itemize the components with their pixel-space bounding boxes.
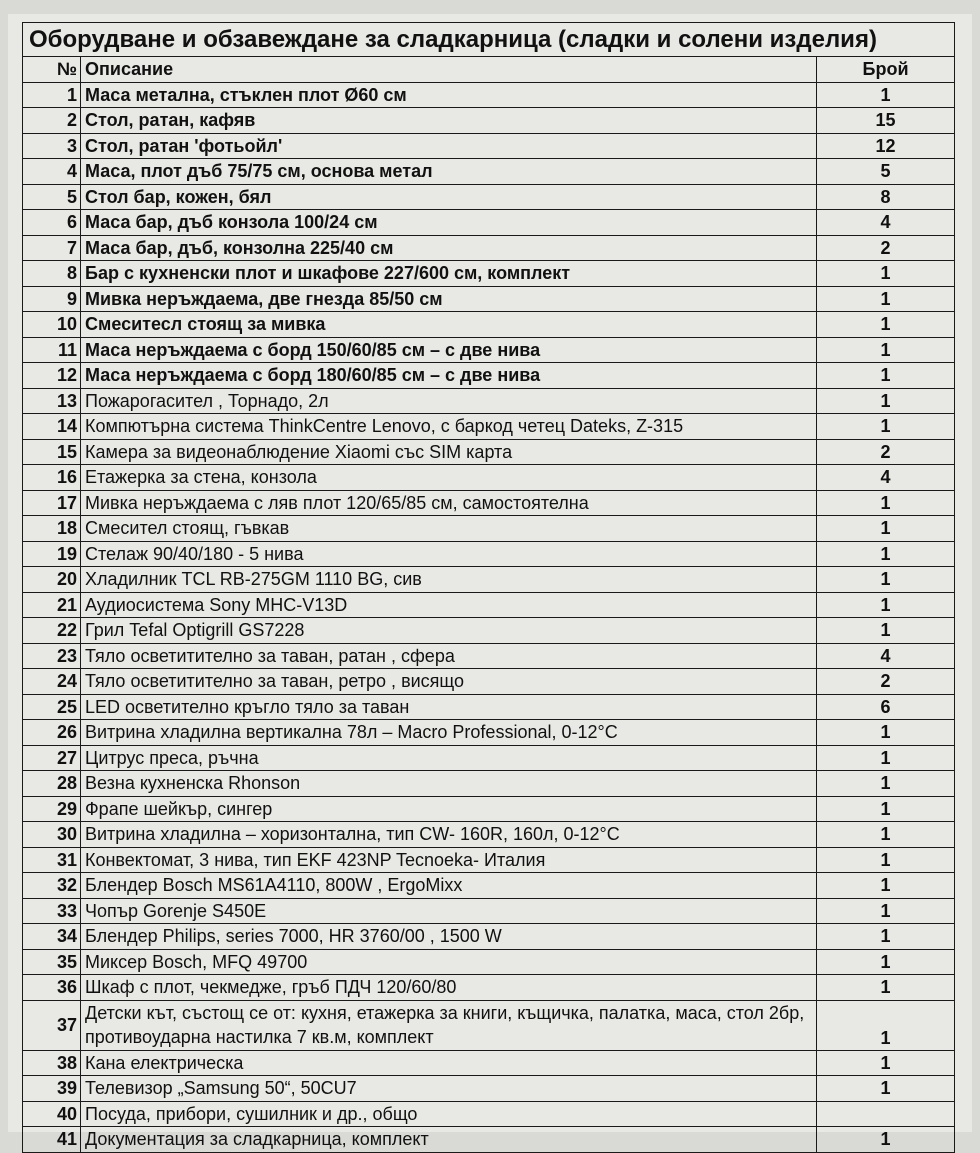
row-quantity: 8 — [817, 184, 955, 210]
header-num: № — [23, 57, 81, 83]
table-row — [23, 1076, 955, 1102]
table-row — [23, 261, 955, 287]
row-number: 33 — [23, 898, 81, 924]
row-number: 1 — [23, 82, 81, 108]
row-number: 31 — [23, 847, 81, 873]
row-number: 13 — [23, 388, 81, 414]
table-row — [23, 108, 955, 134]
row-quantity — [817, 1101, 955, 1127]
row-quantity: 6 — [817, 694, 955, 720]
row-quantity: 1 — [817, 516, 955, 542]
table-row — [23, 643, 955, 669]
row-quantity: 1 — [817, 873, 955, 899]
row-description: Тяло осветитително за таван, ретро , висящо — [81, 669, 817, 695]
row-number: 19 — [23, 541, 81, 567]
row-description: Грил Tefal Optigrill GS7228 — [81, 618, 817, 644]
row-description: Витрина хладилна – хоризонтална, тип CW- 160R, 160л, 0-12°C — [81, 822, 817, 848]
row-description: Етажерка за стена, конзола — [81, 465, 817, 491]
row-description: Маса неръждаема с борд 180/60/85 см – с две нива — [81, 363, 817, 389]
table-row — [23, 720, 955, 746]
row-quantity: 1 — [817, 898, 955, 924]
row-description: Везна кухненска Rhonson — [81, 771, 817, 797]
row-quantity: 1 — [817, 82, 955, 108]
row-quantity: 1 — [817, 720, 955, 746]
row-description: Пожарогасител , Торнадо, 2л — [81, 388, 817, 414]
table-row — [23, 286, 955, 312]
table-row — [23, 1101, 955, 1127]
table-title: Оборудване и обзавеждане за сладкарница (сладки и солени изделия) — [23, 23, 955, 57]
row-number: 18 — [23, 516, 81, 542]
row-quantity: 5 — [817, 159, 955, 185]
row-quantity: 1 — [817, 796, 955, 822]
equipment-table — [22, 22, 955, 1153]
row-description: Хладилник TCL RB-275GM 1110 BG, сив — [81, 567, 817, 593]
table-row — [23, 184, 955, 210]
row-description: Стол, ратан, кафяв — [81, 108, 817, 134]
row-description: Миксер Bosch, MFQ 49700 — [81, 949, 817, 975]
row-quantity: 1 — [817, 847, 955, 873]
table-row — [23, 1000, 955, 1050]
row-description: Маса бар, дъб, конзолна 225/40 см — [81, 235, 817, 261]
table-row — [23, 516, 955, 542]
table-row — [23, 414, 955, 440]
row-description: Кана електрическа — [81, 1050, 817, 1076]
row-description: Блендер Bosch MS61A4110, 800W , ErgoMixx — [81, 873, 817, 899]
row-description: Маса неръждаема с борд 150/60/85 см – с две нива — [81, 337, 817, 363]
row-number: 8 — [23, 261, 81, 287]
row-number: 38 — [23, 1050, 81, 1076]
row-description: Телевизор „Samsung 50“, 50CU7 — [81, 1076, 817, 1102]
row-quantity: 1 — [817, 618, 955, 644]
row-number: 41 — [23, 1127, 81, 1153]
table-row — [23, 312, 955, 338]
row-number: 3 — [23, 133, 81, 159]
row-description: Конвектомат, 3 нива, тип EKF 423NP Tecnoeka- Италия — [81, 847, 817, 873]
row-quantity: 1 — [817, 822, 955, 848]
row-number: 9 — [23, 286, 81, 312]
row-number: 17 — [23, 490, 81, 516]
row-number: 24 — [23, 669, 81, 695]
row-quantity: 1 — [817, 745, 955, 771]
row-description: Фрапе шейкър, сингер — [81, 796, 817, 822]
header-row — [23, 57, 955, 83]
row-description: Бар с кухненски плот и шкафове 227/600 см, комплект — [81, 261, 817, 287]
row-number: 30 — [23, 822, 81, 848]
row-description: Детски кът, състощ се от: кухня, етажерка за книги, къщичка, палатка, маса, стол 2бр, противоударна настилка 7 кв.м, комплект — [81, 1000, 817, 1050]
row-quantity: 1 — [817, 286, 955, 312]
row-description: Мивка неръждаема с ляв плот 120/65/85 см, самостоятелна — [81, 490, 817, 516]
table-row — [23, 745, 955, 771]
row-description: Витрина хладилна вертикална 78л – Macro Professional, 0-12°C — [81, 720, 817, 746]
table-row — [23, 541, 955, 567]
row-description: Компютърна система ThinkCentre Lenovo, с баркод четец Dateks, Z-315 — [81, 414, 817, 440]
title-row — [23, 23, 955, 57]
row-description: Маса, плот дъб 75/75 см, основа метал — [81, 159, 817, 185]
row-quantity: 4 — [817, 210, 955, 236]
row-description: Стелаж 90/40/180 - 5 нива — [81, 541, 817, 567]
row-number: 10 — [23, 312, 81, 338]
row-quantity: 1 — [817, 414, 955, 440]
header-description: Описание — [81, 57, 817, 83]
table-row — [23, 82, 955, 108]
row-number: 22 — [23, 618, 81, 644]
row-number: 16 — [23, 465, 81, 491]
row-number: 28 — [23, 771, 81, 797]
row-description: Стол, ратан 'фотьойл' — [81, 133, 817, 159]
row-number: 40 — [23, 1101, 81, 1127]
row-quantity: 1 — [817, 312, 955, 338]
table-row — [23, 490, 955, 516]
row-description: Шкаф с плот, чекмедже, гръб ПДЧ 120/60/80 — [81, 975, 817, 1001]
row-description: Стол бар, кожен, бял — [81, 184, 817, 210]
row-quantity: 1 — [817, 592, 955, 618]
row-number: 26 — [23, 720, 81, 746]
row-quantity: 12 — [817, 133, 955, 159]
row-quantity: 1 — [817, 388, 955, 414]
row-description: Смесител стоящ, гъвкав — [81, 516, 817, 542]
row-number: 20 — [23, 567, 81, 593]
table-row — [23, 1127, 955, 1153]
row-quantity: 2 — [817, 669, 955, 695]
table-row — [23, 567, 955, 593]
row-quantity: 1 — [817, 1050, 955, 1076]
row-quantity: 4 — [817, 643, 955, 669]
table-row — [23, 694, 955, 720]
table-row — [23, 771, 955, 797]
row-number: 14 — [23, 414, 81, 440]
row-description: Блендер Philips, series 7000, HR 3760/00 , 1500 W — [81, 924, 817, 950]
row-description: Смеситесл стоящ за мивка — [81, 312, 817, 338]
row-quantity: 1 — [817, 975, 955, 1001]
row-quantity: 4 — [817, 465, 955, 491]
row-description: Маса метална, стъклен плот Ø60 см — [81, 82, 817, 108]
row-description: LED осветително кръгло тяло за таван — [81, 694, 817, 720]
table-row — [23, 796, 955, 822]
row-number: 2 — [23, 108, 81, 134]
table-row — [23, 822, 955, 848]
row-number: 6 — [23, 210, 81, 236]
table-row — [23, 924, 955, 950]
row-number: 21 — [23, 592, 81, 618]
table-row — [23, 235, 955, 261]
row-number: 7 — [23, 235, 81, 261]
table-row — [23, 1050, 955, 1076]
row-quantity: 2 — [817, 235, 955, 261]
table-row — [23, 133, 955, 159]
row-number: 37 — [23, 1000, 81, 1050]
row-number: 35 — [23, 949, 81, 975]
row-number: 34 — [23, 924, 81, 950]
table-row — [23, 592, 955, 618]
row-quantity: 1 — [817, 924, 955, 950]
row-number: 4 — [23, 159, 81, 185]
table-row — [23, 388, 955, 414]
row-quantity: 1 — [817, 949, 955, 975]
table-row — [23, 898, 955, 924]
row-quantity: 1 — [817, 1000, 955, 1050]
row-quantity: 1 — [817, 567, 955, 593]
row-description: Камера за видеонаблюдение Xiaomi със SIM карта — [81, 439, 817, 465]
row-quantity: 1 — [817, 490, 955, 516]
row-number: 29 — [23, 796, 81, 822]
table-row — [23, 669, 955, 695]
row-quantity: 1 — [817, 1076, 955, 1102]
row-description: Мивка неръждаема, две гнезда 85/50 см — [81, 286, 817, 312]
table-row — [23, 363, 955, 389]
row-number: 39 — [23, 1076, 81, 1102]
table-row — [23, 949, 955, 975]
row-number: 11 — [23, 337, 81, 363]
row-description: Посуда, прибори, сушилник и др., общо — [81, 1101, 817, 1127]
row-description: Чопър Gorenje S450E — [81, 898, 817, 924]
row-description: Цитрус преса, ръчна — [81, 745, 817, 771]
header-quantity: Брой — [817, 57, 955, 83]
row-quantity: 1 — [817, 337, 955, 363]
table-row — [23, 465, 955, 491]
row-number: 23 — [23, 643, 81, 669]
row-number: 5 — [23, 184, 81, 210]
row-quantity: 1 — [817, 261, 955, 287]
table-row — [23, 618, 955, 644]
row-description: Документация за сладкарница, комплект — [81, 1127, 817, 1153]
row-quantity: 1 — [817, 771, 955, 797]
row-number: 27 — [23, 745, 81, 771]
row-number: 12 — [23, 363, 81, 389]
row-quantity: 1 — [817, 541, 955, 567]
row-quantity: 15 — [817, 108, 955, 134]
row-quantity: 1 — [817, 1127, 955, 1153]
table-row — [23, 975, 955, 1001]
document-sheet — [8, 14, 972, 1150]
row-number: 32 — [23, 873, 81, 899]
row-description: Маса бар, дъб конзола 100/24 см — [81, 210, 817, 236]
table-row — [23, 847, 955, 873]
table-row — [23, 337, 955, 363]
row-quantity: 1 — [817, 363, 955, 389]
table-row — [23, 159, 955, 185]
row-description: Тяло осветитително за таван, ратан , сфера — [81, 643, 817, 669]
table-row — [23, 873, 955, 899]
row-number: 25 — [23, 694, 81, 720]
row-number: 36 — [23, 975, 81, 1001]
row-description: Аудиосистема Sony MHC-V13D — [81, 592, 817, 618]
row-number: 15 — [23, 439, 81, 465]
table-body — [23, 23, 955, 1153]
table-row — [23, 210, 955, 236]
row-quantity: 2 — [817, 439, 955, 465]
table-row — [23, 439, 955, 465]
